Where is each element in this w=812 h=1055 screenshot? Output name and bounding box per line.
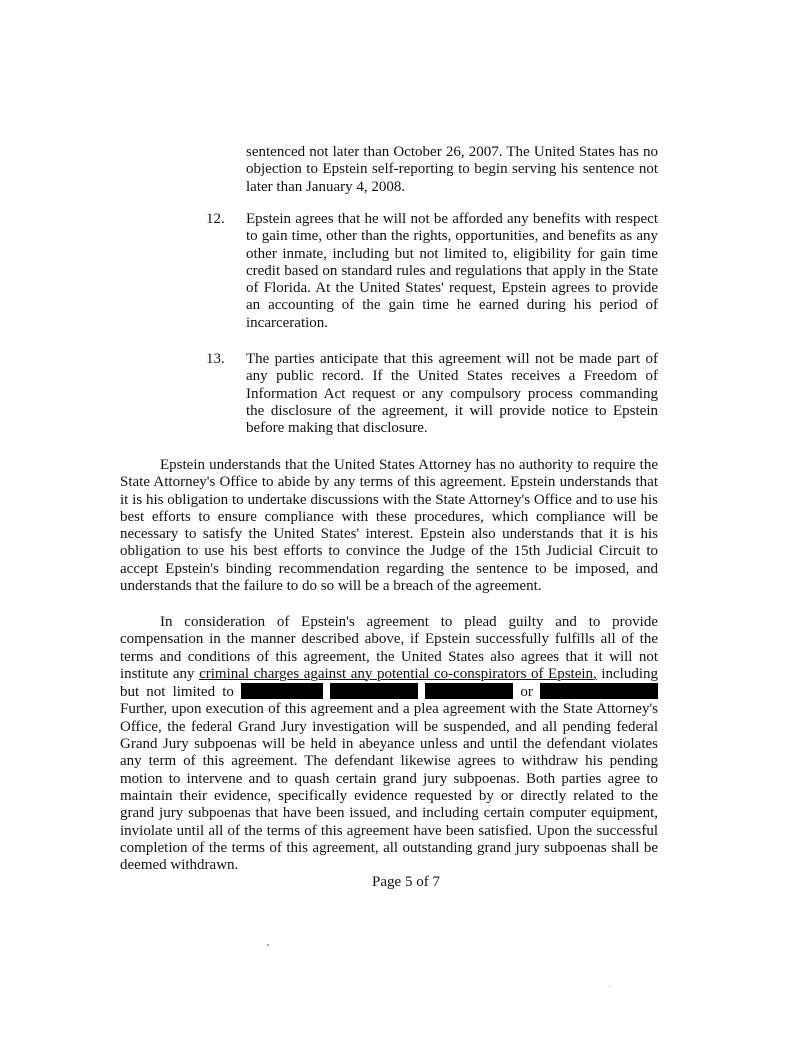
scan-speck: [267, 944, 269, 946]
redaction-block: [241, 683, 323, 699]
connector-word: or: [520, 684, 533, 701]
page-number-footer: Page 5 of 7: [372, 874, 440, 890]
item-text: The parties anticipate that this agreement will not be made part of any public record. If the United States receives a Freedom of Information Act request or any compulsory process commanding the disclosure of the agreement, it will provide notice to Epstein before making that disclosure.: [246, 351, 658, 437]
scan-speck: [609, 986, 610, 987]
body-paragraph: Epstein understands that the United States Attorney has no authority to require the State Attorney's Office to abide by any terms of this agreement. Epstein understands that it is his obligation to undertake discussions with the State Attorney's Office and to use his best efforts to ensure compliance with these procedures, which compliance will be necessary to satisfy the United States' interest. Epstein also understands that it is his obligation to use his best efforts to convince the Judge of the 15th Judicial Circuit to accept Epstein's binding recommendation regarding the sentence to be imposed, and understands that the failure to do so will be a breach of the agreement.: [120, 457, 658, 595]
paragraph-text: Further, upon execution of this agreement and a plea agreement with the State Attorney's Office, the federal Grand Jury investigation will be suspended, and all pending federal Grand Jury subpoenas will be held in abeyance unless and until the defendant violates any term of this agreement. The defendant likewise agrees to withdraw his pending motion to intervene and to quash certain grand jury subpoenas. Both parties agree to maintain their evidence, specifically evidence requested by or directly related to the grand jury subpoenas that have been issued, and including certain computer equipment, inviolate until all of the terms of this agreement have been satisfied. Upon the successful completion of the terms of this agreement, all outstanding grand jury subpoenas shall be deemed withdrawn.: [120, 701, 658, 874]
continuation-text: sentenced not later than October 26, 2007. The United States has no objection to Epstein self-reporting to begin serving his sentence not later than January 4, 2008.: [246, 144, 658, 195]
redaction-block: [330, 683, 418, 699]
body-paragraph: [120, 614, 658, 874]
item-number: 12.: [206, 211, 225, 227]
item-number: 13.: [206, 351, 225, 367]
redaction-block: [425, 683, 513, 699]
paragraph-intro: In consideration of Epstein's agreement to plead guilty and to provide compensation in the manner described above, if Epstein successfully fulfills all of the terms and conditions of this agreement, the United States also agrees that it will not institute any: [120, 614, 658, 682]
redaction-block: [540, 683, 658, 699]
underlined-phrase: criminal charges against any potential co-conspirators of Epstein,: [199, 665, 597, 682]
item-text: Epstein agrees that he will not be afforded any benefits with respect to gain time, other than the rights, opportunities, and benefits as any other inmate, including but not limited to, eligibility for gain time credit based on standard rules and regulations that apply in the State of Florida. At the United States' request, Epstein agrees to provide an accounting of the gain time he earned during his period of incarceration.: [246, 211, 658, 331]
paragraph-text: including but not limited to: [120, 665, 658, 701]
